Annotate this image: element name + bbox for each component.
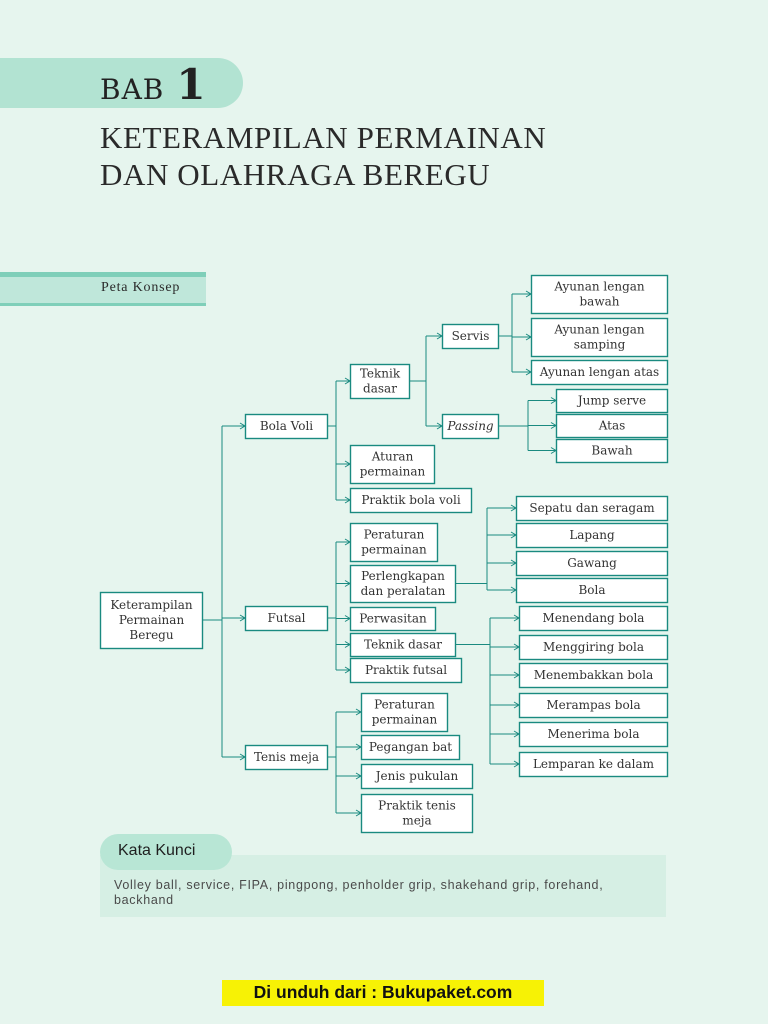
concept-node-menerima xyxy=(520,723,668,747)
concept-node-label: Menggiring bola xyxy=(542,640,645,654)
concept-node-label: Ayunan lengan xyxy=(554,322,645,337)
concept-node-label: Bola Voli xyxy=(259,419,314,433)
concept-node-label: Gawang xyxy=(567,556,617,570)
concept-node-label: Ayunan lengan xyxy=(554,279,645,294)
concept-node-label: Pegangan bat xyxy=(368,740,453,754)
concept-node-label: Merampas bola xyxy=(546,698,641,712)
concept-node-label: permainan xyxy=(361,542,427,557)
concept-node-bola xyxy=(517,579,668,603)
concept-node-peraturan-tenis xyxy=(362,694,448,732)
concept-node-ayunan-atas xyxy=(532,361,668,385)
concept-node-label: Praktik futsal xyxy=(364,663,448,677)
concept-node-label: Ayunan lengan atas xyxy=(539,365,660,379)
concept-node-label: Servis xyxy=(451,329,490,343)
concept-node-ayunan-bawah xyxy=(532,276,668,314)
concept-node-label: Teknik dasar xyxy=(364,637,442,652)
concept-node-label: permainan xyxy=(359,464,426,479)
concept-node-perlengkapan xyxy=(351,566,456,603)
concept-node-label: Passing xyxy=(447,419,494,433)
concept-node-gawang xyxy=(517,552,668,576)
concept-node-label: Perlengkapan xyxy=(361,569,445,583)
concept-node-label: Lemparan ke dalam xyxy=(532,757,655,771)
concept-node-label: Sepatu dan seragam xyxy=(529,501,655,515)
concept-node-label: Permainan xyxy=(118,613,185,627)
concept-node-label: Menerima bola xyxy=(547,727,640,741)
concept-node-bawah xyxy=(557,440,668,463)
concept-node-label: Atas xyxy=(598,418,626,433)
concept-node-ayunan-samping xyxy=(532,319,668,357)
concept-node-label: Peraturan xyxy=(374,697,435,712)
kata-kunci-title: Kata Kunci xyxy=(118,842,196,859)
chapter-title-line-1: KETERAMPILAN PERMAINAN xyxy=(100,120,547,155)
concept-node-praktik-bola-voli xyxy=(351,489,472,513)
concept-node-teknik-dasar-voli xyxy=(351,365,410,399)
concept-node-label: Tenis meja xyxy=(253,750,320,764)
concept-node-bola-voli xyxy=(246,415,328,439)
chapter-number: 1 xyxy=(176,60,206,109)
concept-node-jenis-pukulan xyxy=(362,765,473,789)
download-link[interactable]: Di unduh dari : Bukupaket.com xyxy=(253,982,513,1002)
concept-node-passing xyxy=(443,415,499,439)
concept-node-label: Praktik bola voli xyxy=(361,493,461,507)
concept-map-nodes xyxy=(101,276,668,833)
concept-node-label: Keterampilan xyxy=(110,598,193,612)
concept-node-futsal xyxy=(246,607,328,631)
concept-node-peraturan-futsal xyxy=(351,524,438,562)
concept-node-label: bawah xyxy=(579,294,620,309)
concept-node-label: Lapang xyxy=(569,528,615,542)
concept-node-teknik-dasar-futsal xyxy=(351,634,456,657)
concept-node-praktik-futsal xyxy=(351,659,462,683)
concept-node-label: Bawah xyxy=(591,443,633,458)
concept-node-label: meja xyxy=(402,813,432,828)
concept-node-label: Jump serve xyxy=(577,393,647,408)
concept-node-label: Praktik tenis xyxy=(378,798,456,813)
concept-node-merampas xyxy=(520,694,668,718)
concept-node-jump-serve xyxy=(557,390,668,413)
concept-node-label: Aturan xyxy=(371,449,414,464)
concept-node-label: Perwasitan xyxy=(359,611,427,626)
concept-node-label: dan peralatan xyxy=(360,584,446,598)
concept-node-servis xyxy=(443,325,499,349)
concept-node-atas xyxy=(557,415,668,438)
concept-node-label: Futsal xyxy=(267,611,306,625)
concept-node-aturan-permainan-voli xyxy=(351,446,435,484)
concept-node-menggiring xyxy=(520,636,668,660)
concept-node-label: samping xyxy=(573,337,626,352)
concept-node-menendang xyxy=(520,607,668,631)
concept-node-label: Menembakkan bola xyxy=(533,668,654,682)
concept-node-label: Beregu xyxy=(129,628,174,642)
concept-node-label: permainan xyxy=(371,712,438,727)
kata-kunci-text: Volley ball, service, FIPA, pingpong, penholder grip, shakehand grip, forehand, backhand xyxy=(114,878,604,907)
concept-node-label: dasar xyxy=(363,381,397,396)
peta-konsep-label: Peta Konsep xyxy=(101,280,181,295)
concept-node-label: Peraturan xyxy=(363,527,425,542)
concept-node-lemparan xyxy=(520,753,668,777)
concept-node-label: Teknik xyxy=(359,366,401,381)
chapter-word: BAB xyxy=(100,73,165,106)
concept-node-sepatu xyxy=(517,497,668,521)
concept-node-perwasitan xyxy=(351,608,436,631)
concept-node-label: Bola xyxy=(578,583,606,597)
concept-node-praktik-tenis xyxy=(362,795,473,833)
concept-node-pegangan-bat xyxy=(362,736,460,760)
concept-node-menembakkan xyxy=(520,664,668,688)
concept-node-root xyxy=(101,593,203,649)
concept-node-tenis-meja xyxy=(246,746,328,770)
concept-node-lapang xyxy=(517,524,668,548)
concept-node-label: Menendang bola xyxy=(542,611,645,625)
chapter-title-line-2: DAN OLAHRAGA BEREGU xyxy=(100,157,491,192)
concept-node-label: Jenis pukulan xyxy=(375,769,459,783)
